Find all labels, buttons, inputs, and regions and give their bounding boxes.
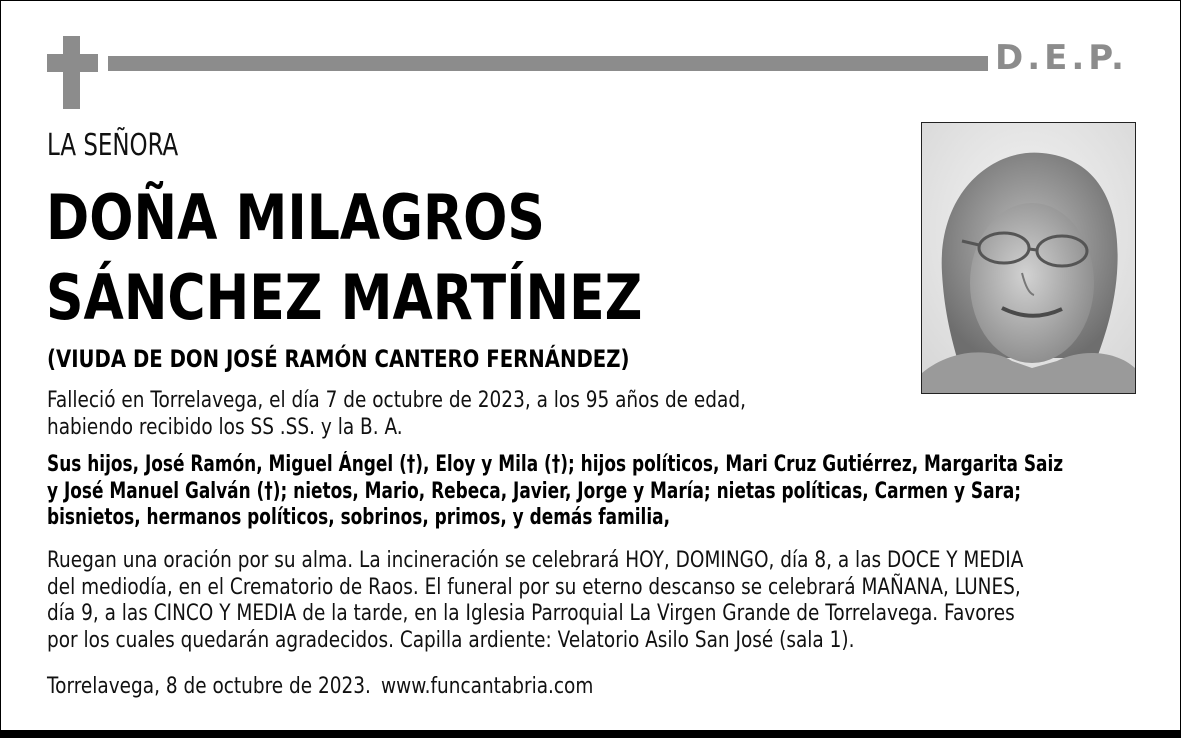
family-line: Sus hijos, José Ramón, Miguel Ángel (†), Eloy y Mila (†); hijos políticos, Mari Cruz Gutiérrez, Margarita Saiz — [47, 452, 1064, 477]
deceased-photo — [921, 122, 1136, 394]
ceremony-line: del mediodía, en el Crematorio de Raos. El funeral por su eterno descanso se celebrará MAÑANA, LUNES, — [47, 574, 1021, 600]
ceremony-line: por los cuales quedarán agradecidos. Capilla ardiente: Velatorio Asilo San José (sala 1). — [47, 627, 855, 653]
widow-of: (VIUDA DE DON JOSÉ RAMÓN CANTERO FERNÁNDEZ) — [47, 345, 630, 373]
death-notice — [47, 388, 746, 441]
death-notice-line: habiendo recibido los SS .SS. y la B. A. — [47, 414, 403, 440]
header-divider — [108, 56, 988, 71]
family-list — [47, 452, 1063, 532]
ceremony-line: Ruegan una oración por su alma. La incineración se celebrará HOY, DOMINGO, día 8, a las DOCE Y MEDIA — [47, 548, 1024, 573]
ceremony-line: día 9, a las CINCO Y MEDIA de la tarde, en la Iglesia Parroquial La Virgen Grande de Torrelavega. Favores — [47, 601, 1015, 626]
dep-label: D.E.P. — [995, 38, 1128, 78]
ceremony-details — [47, 548, 1023, 654]
title-label: LA SEÑORA — [47, 128, 179, 163]
deceased-name — [46, 178, 642, 338]
cross-icon — [47, 36, 98, 109]
website-link[interactable]: www.funcantabria.com — [381, 674, 594, 699]
footer — [47, 674, 593, 701]
death-notice-line: Falleció en Torrelavega, el día 7 de octubre de 2023, a los 95 años de edad, — [47, 388, 746, 413]
family-line: y José Manuel Galván (†); nietos, Mario, Rebeca, Javier, Jorge y María; nietas políticas, Carmen y Sara; — [47, 478, 1022, 504]
name-line-2: SÁNCHEZ MARTÍNEZ — [46, 261, 643, 334]
family-line: bisnietos, hermanos políticos, sobrinos, primos, y demás familia, — [47, 505, 671, 530]
place-date: Torrelavega, 8 de octubre de 2023. — [47, 674, 371, 699]
name-line-1: DOÑA MILAGROS — [46, 181, 545, 254]
